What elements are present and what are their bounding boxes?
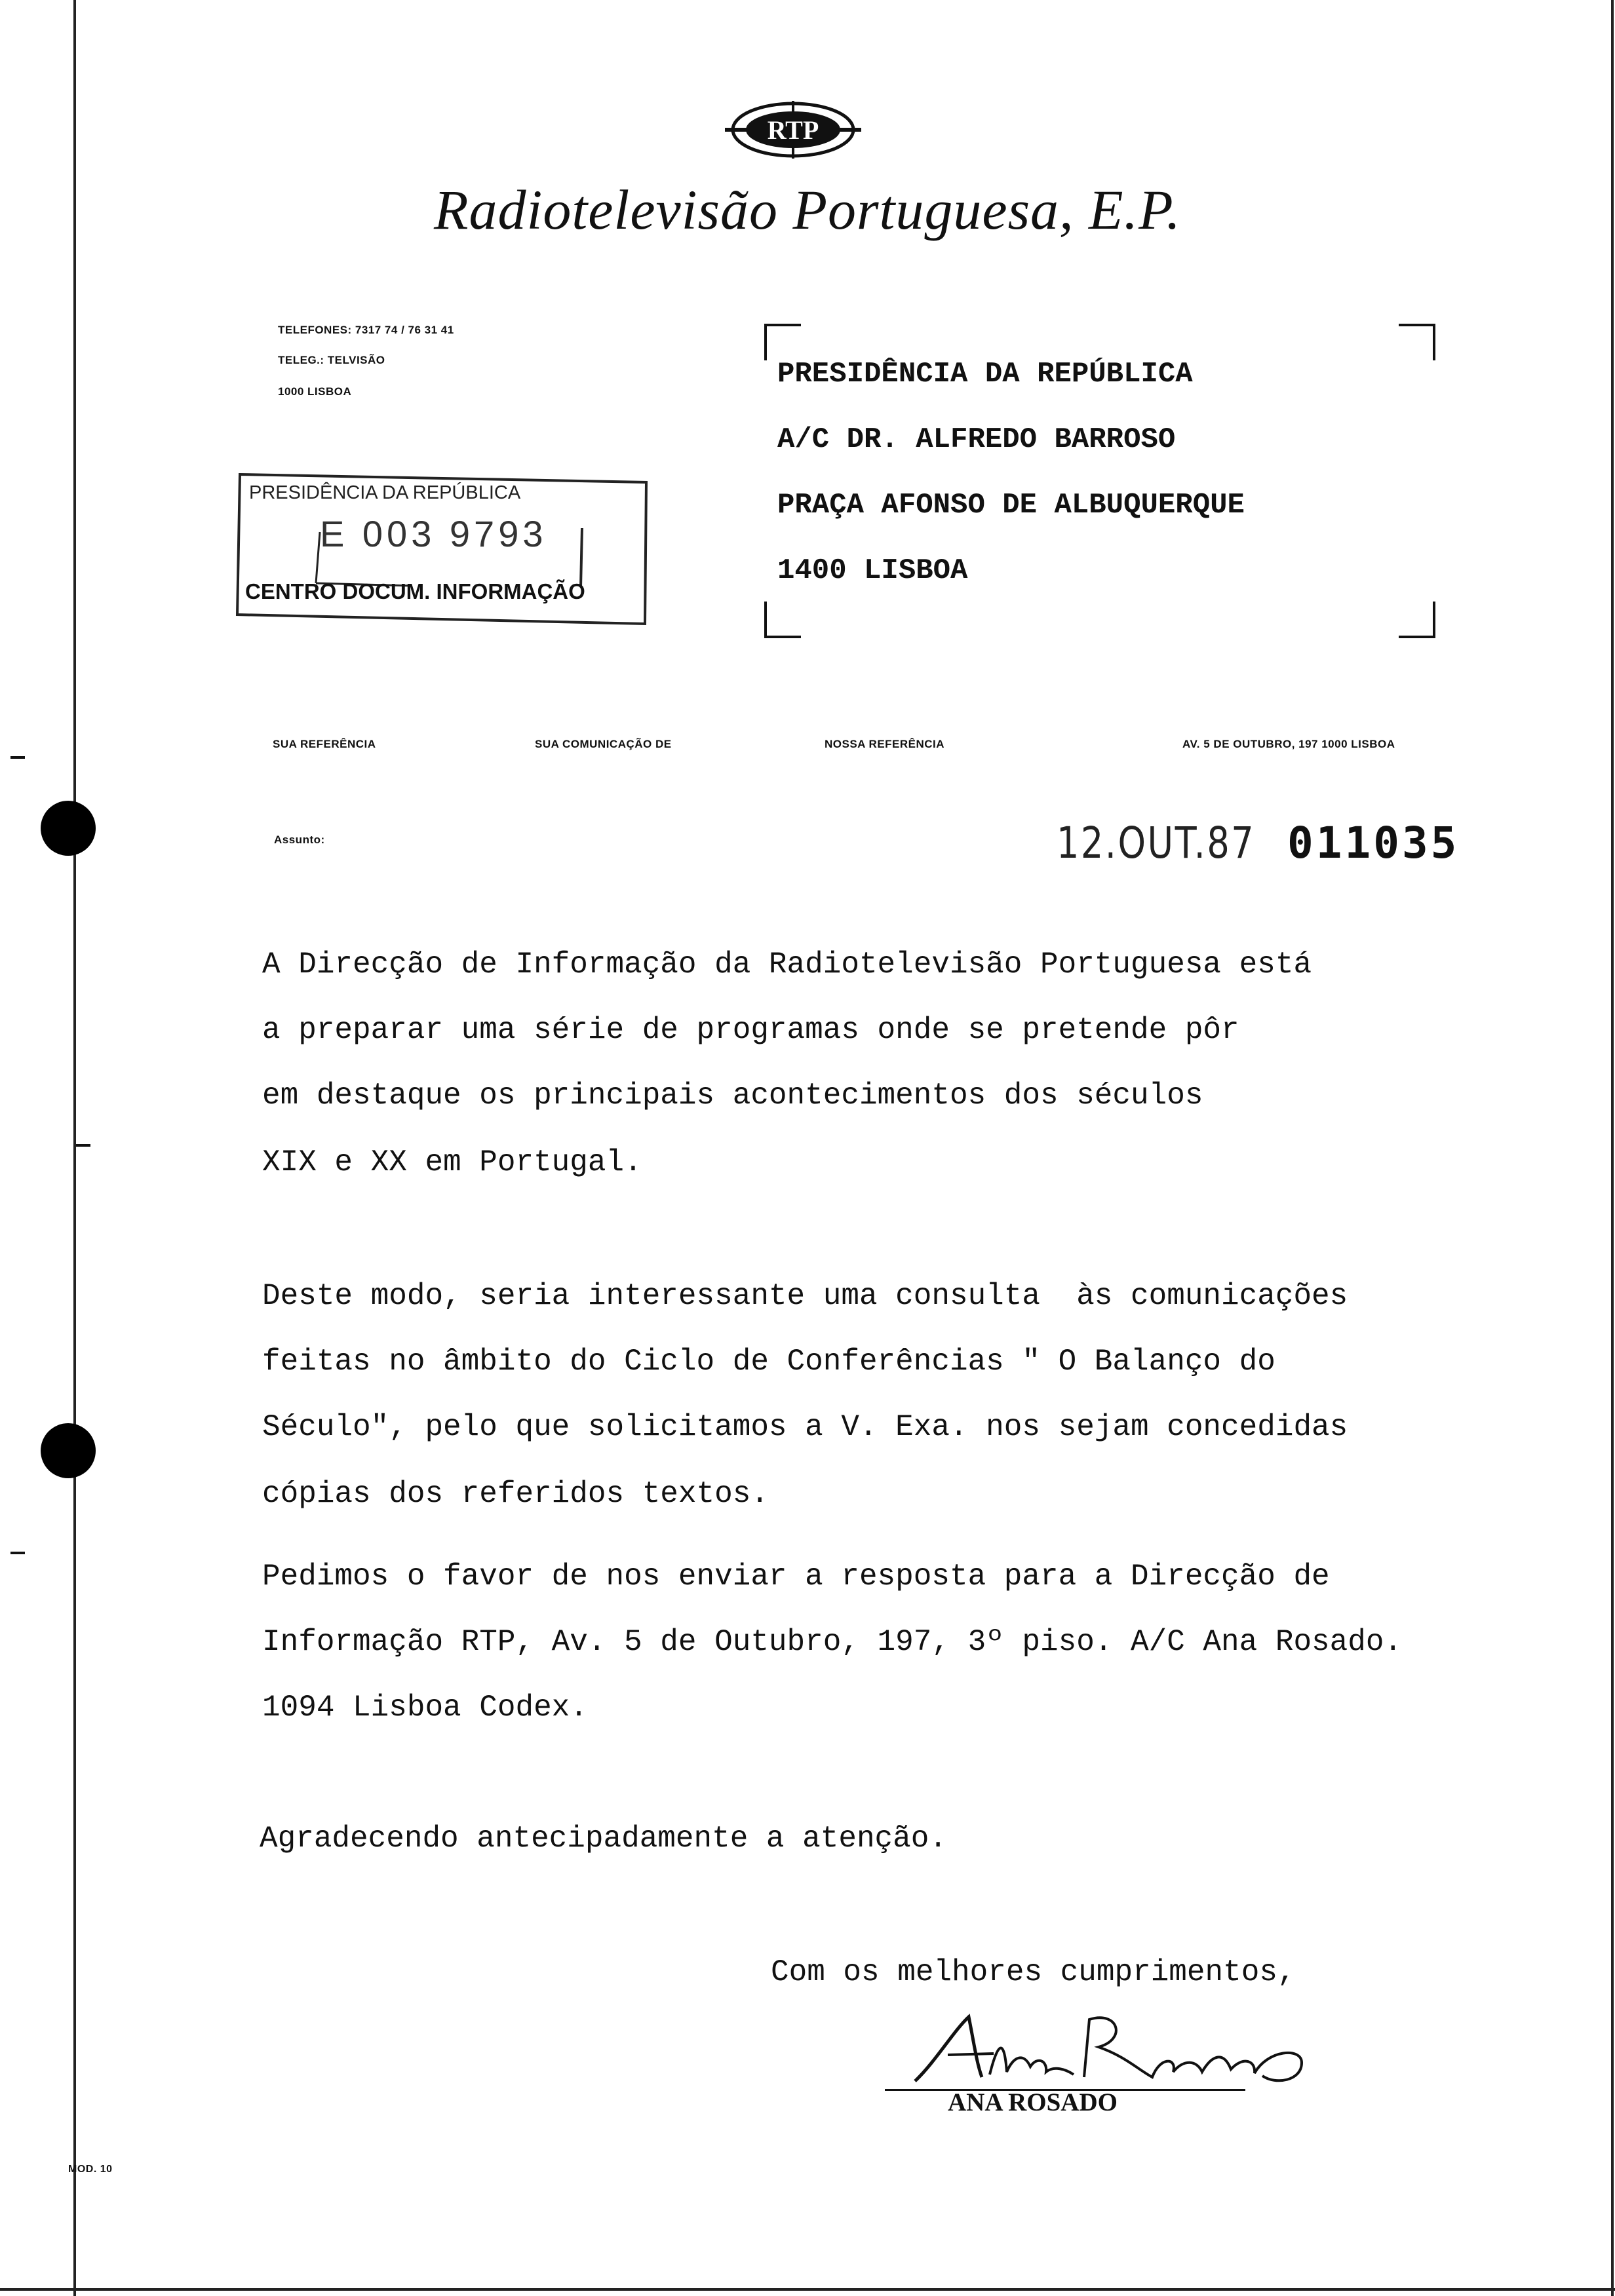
label-nossa-referencia: NOSSA REFERÊNCIA bbox=[825, 738, 945, 750]
recipient-line: 1400 LISBOA bbox=[777, 554, 968, 587]
address-corner-bottom-left bbox=[764, 602, 801, 638]
address-corner-bottom-right bbox=[1399, 602, 1435, 638]
logo-text: RTP bbox=[767, 115, 819, 145]
body-line: Informação RTP, Av. 5 de Outubro, 197, 3º piso. A/C Ana Rosado. bbox=[262, 1625, 1403, 1659]
page-bottom-edge bbox=[0, 2288, 1615, 2291]
margin-mark bbox=[76, 1144, 90, 1147]
body-line: A Direcção de Informação da Radiotelevisão Portuguesa está bbox=[262, 947, 1312, 982]
body-line: feitas no âmbito do Ciclo de Conferências " O Balanço do bbox=[262, 1345, 1275, 1379]
telex: TELEG.: TELVISÃO bbox=[278, 354, 385, 366]
label-sua-comunicacao: SUA COMUNICAÇÃO DE bbox=[535, 738, 672, 750]
handwritten-signature bbox=[908, 2004, 1328, 2089]
body-line: Século", pelo que solicitamos a V. Exa. nos sejam concedidas bbox=[262, 1410, 1348, 1444]
sender-address: AV. 5 DE OUTUBRO, 197 1000 LISBOA bbox=[1182, 738, 1395, 750]
punch-hole-bottom bbox=[41, 1423, 96, 1478]
document-number: 011035 bbox=[1287, 818, 1460, 868]
body-line: em destaque os principais acontecimentos dos séculos bbox=[262, 1079, 1203, 1113]
address-corner-top-right bbox=[1399, 324, 1435, 360]
body-line: a preparar uma série de programas onde se pretende pôr bbox=[262, 1013, 1239, 1047]
recipient-line: PRAÇA AFONSO DE ALBUQUERQUE bbox=[777, 489, 1245, 522]
form-code: MOD. 10 bbox=[68, 2164, 113, 2175]
assunto-label: Assunto: bbox=[274, 833, 325, 846]
body-line: Deste modo, seria interessante uma consulta às comunicações bbox=[262, 1279, 1348, 1313]
address-corner-top-left bbox=[764, 324, 801, 360]
stamp-number: E 003 9793 bbox=[320, 513, 547, 554]
page-left-edge bbox=[73, 0, 76, 2296]
body-line: XIX e XX em Portugal. bbox=[262, 1145, 642, 1179]
stamp-text: PRESIDÊNCIA DA REPÚBLICA bbox=[249, 482, 521, 503]
signer-name: ANA ROSADO bbox=[948, 2088, 1118, 2116]
margin-mark bbox=[10, 756, 25, 759]
letterhead-city: 1000 LISBOA bbox=[278, 385, 352, 398]
body-line: Pedimos o favor de nos enviar a resposta para a Direcção de bbox=[262, 1559, 1330, 1594]
body-line: 1094 Lisboa Codex. bbox=[262, 1691, 588, 1725]
punch-hole-top bbox=[41, 801, 96, 856]
stamp-department: CENTRO DOCUM. INFORMAÇÃO bbox=[245, 579, 585, 603]
page-right-edge bbox=[1611, 0, 1614, 2296]
body-line: Agradecendo antecipadamente a atenção. bbox=[260, 1822, 947, 1856]
label-sua-referencia: SUA REFERÊNCIA bbox=[273, 738, 376, 750]
date-stamp: 12.OUT.87 bbox=[1057, 818, 1256, 868]
closing-line: Com os melhores cumprimentos, bbox=[771, 1955, 1296, 1989]
telephones: TELEFONES: 7317 74 / 76 31 41 bbox=[278, 324, 454, 336]
rtp-logo bbox=[721, 98, 865, 161]
margin-mark bbox=[10, 1552, 25, 1554]
body-line: cópias dos referidos textos. bbox=[262, 1477, 769, 1511]
recipient-line: A/C DR. ALFREDO BARROSO bbox=[777, 423, 1176, 456]
recipient-line: PRESIDÊNCIA DA REPÚBLICA bbox=[777, 358, 1193, 391]
organization-name: Radiotelevisão Portuguesa, E.P. bbox=[433, 178, 1182, 241]
